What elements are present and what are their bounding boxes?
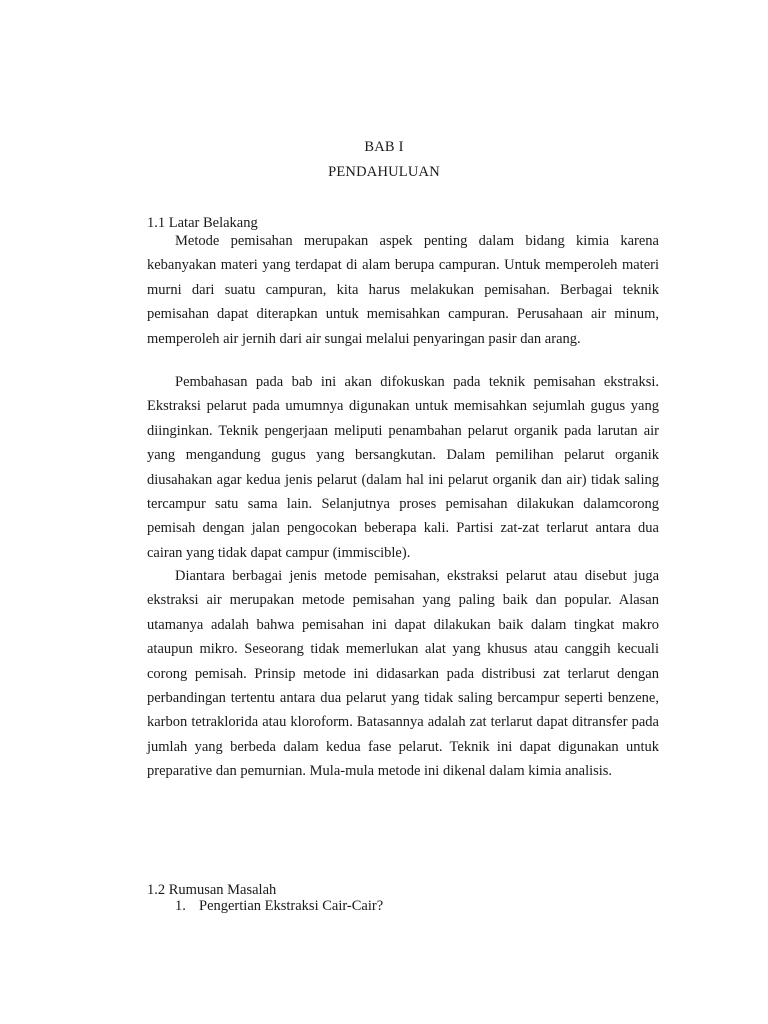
- list-item: [175, 897, 383, 915]
- paragraph-2-text: Pembahasan pada bab ini akan difokuskan pada teknik pemisahan ekstraksi. Ekstraksi pelarut pada umumnya digunakan untuk memisahkan sejumlah gugus yang diinginkan. Teknik pengerjaan meliputi penambahan pelarut organik pada larutan air yang mengandung gugus yang bersangkutan. Dalam pemilihan pelarut organik diusahakan agar kedua jenis pelarut (dalam hal ini pelarut organik dan air) tidak saling tercampur satu sama lain. Selanjutnya proses pemisahan dilakukan dalamcorong pemisah dengan jalan pengocokan beberapa kali. Partisi zat-zat terlarut antara dua cairan yang tidak dapat campur (immiscible).: [147, 374, 659, 561]
- problem-list: [175, 897, 383, 915]
- chapter-number: BAB I: [364, 139, 404, 155]
- chapter-title: PENDAHULUAN: [328, 164, 440, 180]
- paragraph-1-text: Metode pemisahan merupakan aspek penting dalam bidang kimia karena kebanyakan materi yang terdapat di alam berupa campuran. Untuk memperoleh materi murni dari suatu campuran, kita harus melakukan pemisahan. Berbagai teknik pemisahan dapat diterapkan untuk memisahkan campuran. Perusahaan air minum, memperoleh air jernih dari air sungai melalui penyaringan pasir dan arang.: [147, 233, 659, 347]
- section-heading-rumusan-masalah: 1.2 Rumusan Masalah: [147, 882, 277, 898]
- section-heading-latar-belakang: 1.1 Latar Belakang: [147, 215, 258, 231]
- paragraph-3-text: Diantara berbagai jenis metode pemisahan, ekstraksi pelarut atau disebut juga ekstraksi air merupakan metode pemisahan yang paling baik dan popular. Alasan utamanya adalah bahwa pemisahan ini dapat dilakukan baik dalam tingkat makro ataupun mikro. Seseorang tidak memerlukan alat yang khusus atau canggih kecuali corong pemisah. Prinsip metode ini didasarkan pada distribusi zat terlarut dengan perbandingan tertentu antara dua pelarut yang tidak saling bercampur seperti benzene, karbon tetraklorida atau kloroform. Batasannya adalah zat terlarut dapat ditransfer pada jumlah yang berbeda dalam kedua fase pelarut. Teknik ini dapat digunakan untuk preparative dan pemurnian. Mula-mula metode ini dikenal dalam kimia analisis.: [147, 568, 659, 780]
- paragraph-2: [147, 370, 659, 565]
- list-item-text: Pengertian Ekstraksi Cair-Cair?: [199, 898, 384, 914]
- list-item-number: 1.: [175, 898, 186, 914]
- paragraph-3: [147, 564, 659, 784]
- paragraph-1: [147, 229, 659, 351]
